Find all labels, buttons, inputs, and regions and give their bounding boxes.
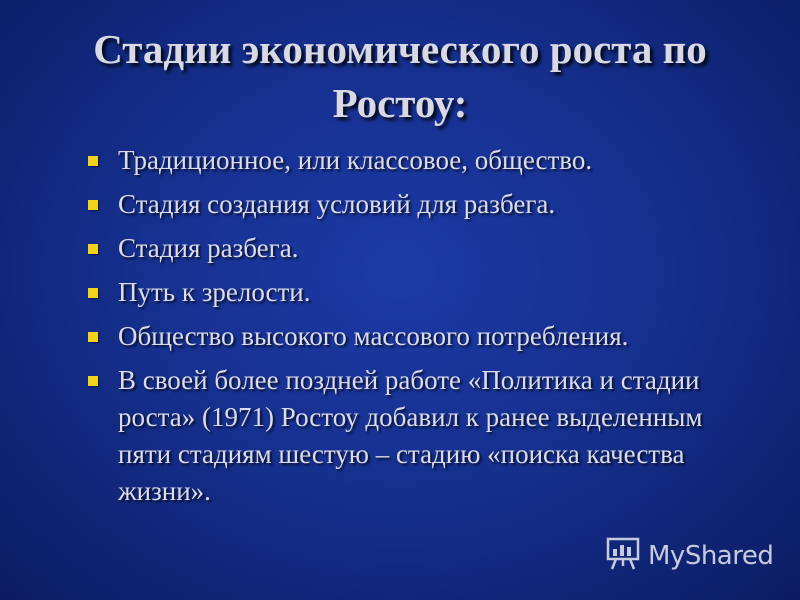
list-item-text: Традиционное, или классовое, общество. (118, 145, 593, 175)
list-item-text: Стадия создания условий для разбега. (118, 189, 556, 219)
square-bullet-icon (88, 288, 98, 298)
list-item (86, 142, 726, 179)
list-item (86, 274, 726, 311)
square-bullet-icon (88, 156, 98, 166)
list-item (86, 362, 726, 510)
list-item (86, 318, 726, 355)
list-item-text: Путь к зрелости. (118, 277, 311, 307)
watermark-text: MyShared (648, 541, 774, 571)
bullet-list (86, 142, 726, 517)
square-bullet-icon (88, 376, 98, 386)
list-item-text: Общество высокого массового потребления. (118, 321, 629, 351)
watermark-logo (606, 536, 773, 576)
list-item-text: Стадия разбега. (118, 233, 299, 263)
list-item (86, 230, 726, 267)
square-bullet-icon (88, 244, 98, 254)
presentation-board-icon (606, 536, 642, 577)
square-bullet-icon (88, 200, 98, 210)
slide-title: Стадии экономического роста по Ростоу: (93, 26, 707, 126)
list-item-text: В своей более поздней работе «Политика и стадии роста» (1971) Ростоу добавил к ранее выделенным пяти стадиям шестую – стадию «поиска качества жизни». (118, 365, 703, 506)
list-item (86, 186, 726, 223)
square-bullet-icon (88, 332, 98, 342)
